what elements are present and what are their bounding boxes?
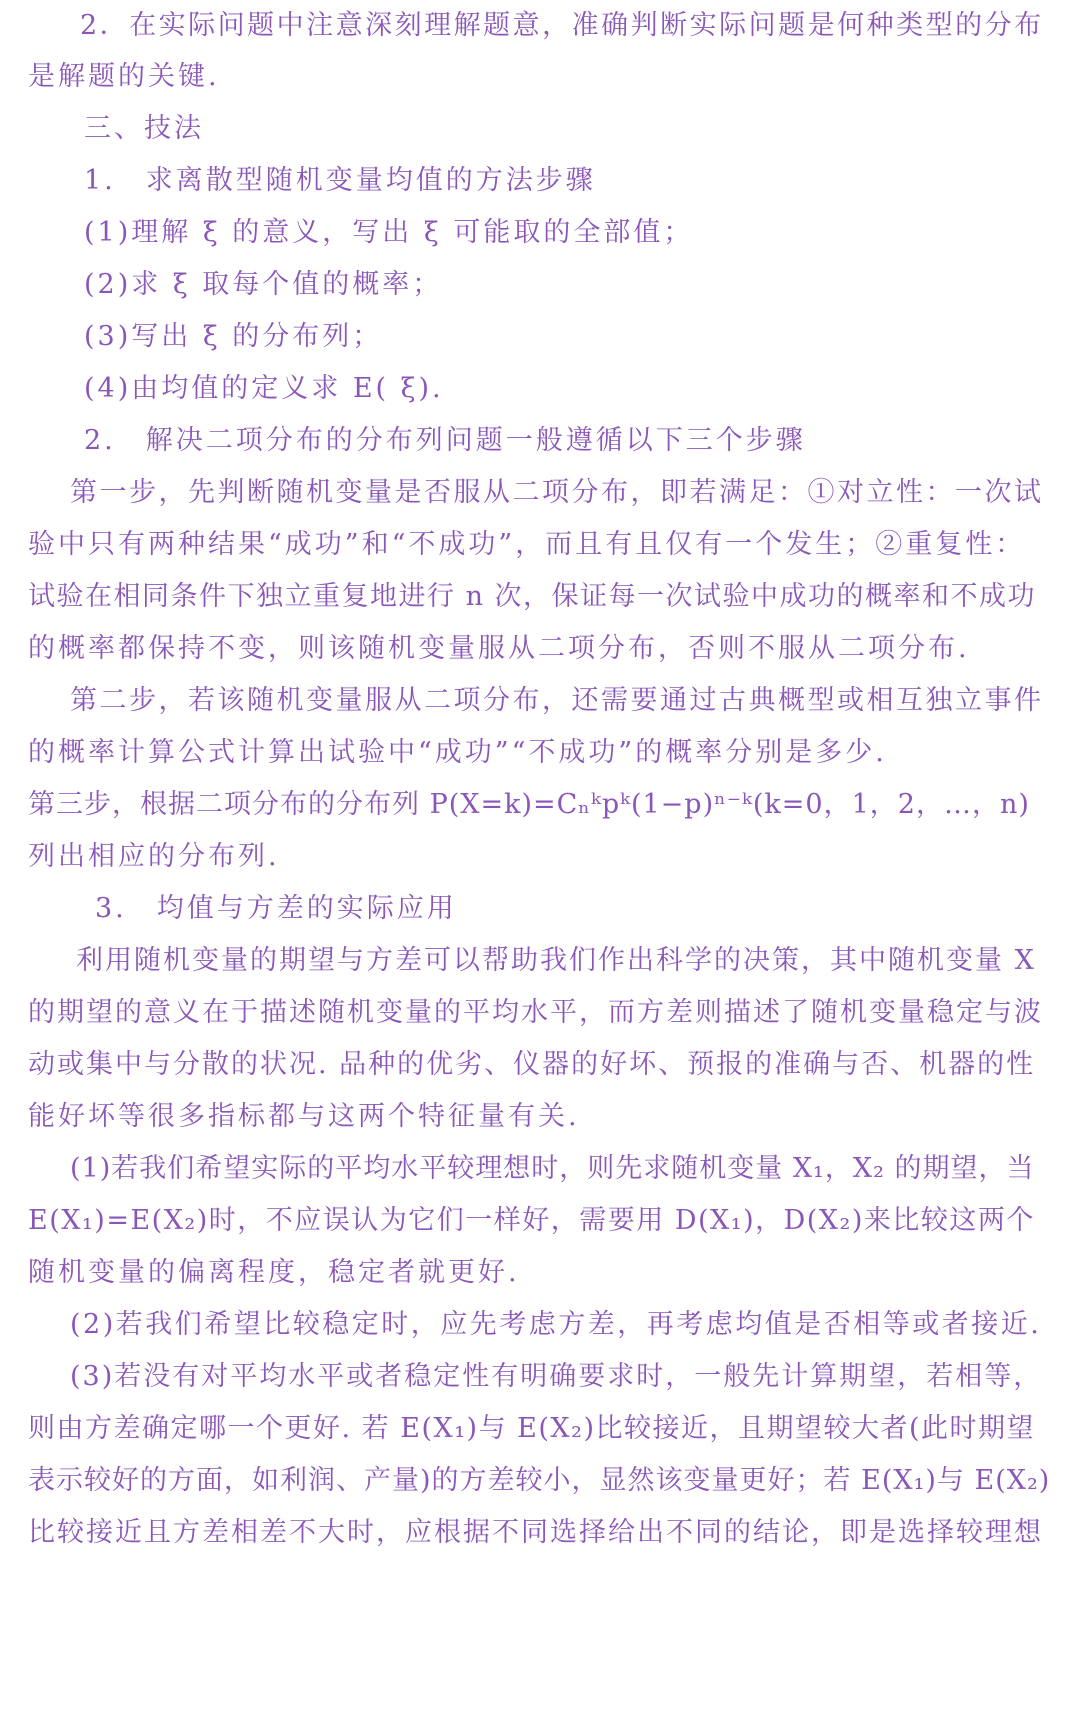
text-line: (1)若我们希望实际的平均水平较理想时，则先求随机变量 X₁，X₂ 的期望，当: [70, 1153, 1035, 1184]
text-line: 比较接近且方差相差不大时，应根据不同选择给出不同的结论，即是选择较理想: [28, 1517, 1043, 1548]
subsection-heading: 1. 求离散型随机变量均值的方法步骤: [84, 165, 596, 196]
text-line: 随机变量的偏离程度，稳定者就更好.: [28, 1257, 520, 1288]
text-line: 第一步，先判断随机变量是否服从二项分布，即若满足：①对立性：一次试: [70, 477, 1044, 508]
text-line: 的期望的意义在于描述随机变量的平均水平，而方差则描述了随机变量稳定与波: [28, 997, 1043, 1028]
text-line: (3)写出 ξ 的分布列；: [84, 321, 383, 352]
text-line: 能好坏等很多指标都与这两个特征量有关.: [28, 1101, 580, 1132]
text-line: 利用随机变量的期望与方差可以帮助我们作出科学的决策，其中随机变量 X: [76, 945, 1036, 976]
subsection-heading: 2. 解决二项分布的分布列问题一般遵循以下三个步骤: [84, 425, 806, 456]
text-line: 的概率都保持不变，则该随机变量服从二项分布，否则不服从二项分布.: [28, 633, 970, 664]
text-line: (2)求 ξ 取每个值的概率；: [84, 269, 443, 300]
text-line: 则由方差确定哪一个更好. 若 E(X₁)与 E(X₂)比较接近，且期望较大者(此时期望: [28, 1413, 1036, 1444]
text-line: 试验在相同条件下独立重复地进行 n 次，保证每一次试验中成功的概率和不成功: [28, 581, 1037, 612]
subsection-heading: 3. 均值与方差的实际应用: [95, 893, 457, 924]
text-line: (3)若没有对平均水平或者稳定性有明确要求时，一般先计算期望，若相等，: [70, 1361, 1043, 1392]
text-line: 验中只有两种结果“成功”和“不成功”，而且有且仅有一个发生；②重复性：: [28, 529, 1026, 560]
text-line: (2)若我们希望比较稳定时，应先考虑方差，再考虑均值是否相等或者接近.: [70, 1309, 1042, 1340]
text-line: E(X₁)=E(X₂)时，不应误认为它们一样好，需要用 D(X₁)，D(X₂)来比较这两个: [28, 1205, 1035, 1236]
text-line: 动或集中与分散的状况. 品种的优劣、仪器的好坏、预报的准确与否、机器的性: [28, 1049, 1036, 1080]
text-line: 的概率计算公式计算出试验中“成功”“不成功”的概率分别是多少.: [28, 737, 887, 768]
text-line: (4)由均值的定义求 E( ξ).: [84, 373, 444, 404]
text-line: 2．在实际问题中注意深刻理解题意，准确判断实际问题是何种类型的分布: [80, 10, 1044, 41]
text-line: 第二步，若该随机变量服从二项分布，还需要通过古典概型或相互独立事件: [70, 685, 1044, 716]
formula-line: 第三步，根据二项分布的分布列 P(X=k)=Cₙᵏpᵏ(1−p)ⁿ⁻ᵏ(k=0，1，2，…，n): [28, 789, 1030, 820]
text-line: 是解题的关键.: [28, 61, 220, 92]
section-heading: 三、技法: [84, 113, 204, 144]
text-line: 列出相应的分布列.: [28, 841, 280, 872]
text-line: (1)理解 ξ 的意义，写出 ξ 可能取的全部值；: [84, 217, 694, 248]
text-line: 表示较好的方面，如利润、产量)的方差较小，显然该变量更好；若 E(X₁)与 E(X₂): [28, 1465, 1051, 1496]
